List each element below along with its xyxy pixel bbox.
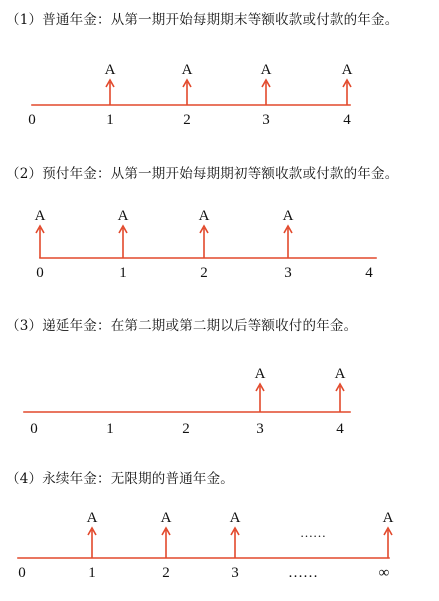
period-label-0: 0 [36,265,44,281]
period-label-3: 3 [284,265,292,281]
cash-flow-arrow-period-1 [105,62,116,105]
cash-flow-arrow-period-3 [261,62,272,105]
cash-flow-arrow-period-4 [342,62,353,105]
period-label-2: 2 [182,421,190,437]
amount-label-A: A [117,208,129,224]
period-label-4: 4 [343,112,351,128]
cash-flow-arrow-period-2 [161,510,172,558]
diagram-deferred-annuity [0,300,439,450]
cash-flow-arrow-period-1 [87,510,98,558]
period-label-4: …… [288,565,318,581]
period-label-3: 3 [262,112,270,128]
period-label-1: 1 [106,421,114,437]
amount-label-A: A [341,62,353,78]
heading-prepaid-annuity: （2）预付年金：从第一期开始每期期初等额收款或付款的年金。 [6,166,399,182]
cash-flow-arrow-period-1 [118,208,129,258]
period-label-4: 4 [365,265,373,281]
period-label-5: ∞ [378,565,390,581]
heading-deferred-annuity: （3）递延年金：在第二期或第二期以后等额收付的年金。 [6,318,358,334]
cash-flow-arrow-period-3 [255,366,266,412]
cash-flow-arrow-period-2 [182,62,193,105]
diagram-prepaid-annuity [0,150,439,300]
amount-label-A: A [181,62,193,78]
diagram-ordinary-annuity [0,0,439,150]
period-label-4: 4 [336,421,344,437]
amount-label-A: A [334,366,346,382]
cash-flow-arrow-period-4 [335,366,346,412]
period-label-3: 3 [256,421,264,437]
heading-ordinary-annuity: （1）普通年金：从第一期开始每期期末等额收款或付款的年金。 [6,12,399,28]
diagram-perpetual-annuity [0,450,439,601]
amount-label-A: A [34,208,46,224]
amount-label-A: A [382,510,394,526]
period-label-0: 0 [18,565,26,581]
period-label-1: 1 [106,112,114,128]
cash-flow-arrow-period-∞ [383,510,394,558]
cash-flow-arrow-period-3 [283,208,294,258]
amount-label-A: A [198,208,210,224]
cash-flow-arrow-period-2 [199,208,210,258]
period-label-0: 0 [30,421,38,437]
period-label-1: 1 [88,565,96,581]
cash-flow-arrow-period-0 [35,208,46,258]
amount-label-A: A [229,510,241,526]
heading-perpetual-annuity: （4）永续年金：无限期的普通年金。 [6,471,234,487]
amount-label-A: A [160,510,172,526]
amount-label-A: A [260,62,272,78]
amount-label-A: A [104,62,116,78]
period-label-2: 2 [183,112,191,128]
amount-label-A: A [254,366,266,382]
amount-label-A: A [86,510,98,526]
amount-label-A: A [282,208,294,224]
period-label-3: 3 [231,565,239,581]
period-label-1: 1 [119,265,127,281]
continuation-ellipsis: …… [300,525,326,540]
period-label-2: 2 [200,265,208,281]
period-label-0: 0 [28,112,36,128]
cash-flow-arrow-period-3 [230,510,241,558]
period-label-2: 2 [162,565,170,581]
